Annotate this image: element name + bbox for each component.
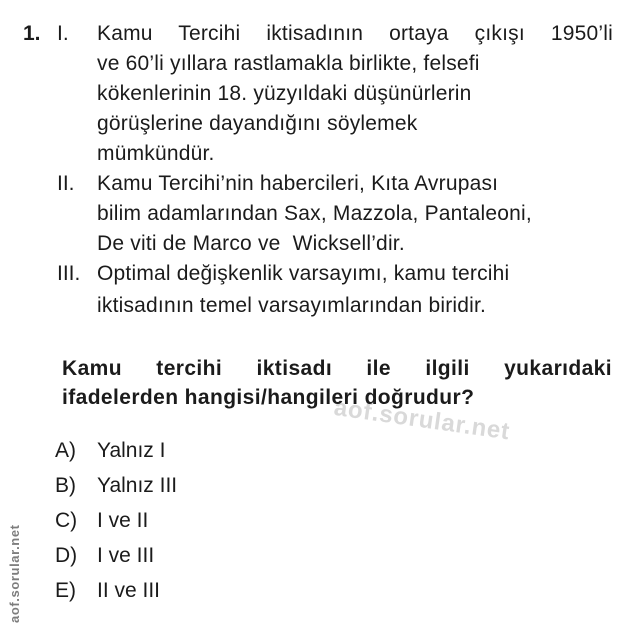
options-list [55,437,475,612]
statement-line: görüşlerine dayandığını söylemek [97,112,418,135]
statement-line: De viti de Marco ve Wicksell’dir. [97,232,405,255]
statement-line: bilim adamlarından Sax, Mazzola, Pantaleoni, [97,202,532,225]
statement-list [57,19,613,321]
option-letter: D) [55,544,78,567]
watermark-left-vertical: aof.sorular.net [7,524,22,623]
option-a [55,437,475,472]
statement-line: Kamu Tercihi iktisadının ortaya çıkışı 1950’li [97,22,613,45]
stem-line: ifadelerden hangisi/hangileri doğrudur? [62,386,475,409]
option-text: I ve II [97,509,149,532]
statement-line: ve 60’li yıllara rastlamakla birlikte, felsefi [97,52,480,75]
option-letter: C) [55,509,78,532]
statement-numeral: II. [57,172,75,195]
statement-line: kökenlerinin 18. yüzyıldaki düşünürlerin [97,82,472,105]
option-letter: A) [55,439,76,462]
statement-line: Kamu Tercihi’nin habercileri, Kıta Avrupası [97,172,499,195]
statement-item-2 [57,169,613,259]
option-e [55,577,475,612]
statement-item-1 [57,19,613,169]
stem-line: Kamu tercihi iktisadı ile ilgili yukarıdaki [62,357,612,380]
question-stem [62,354,612,412]
statement-line: Optimal değişkenlik varsayımı, kamu tercihi [97,262,510,285]
option-text: I ve III [97,544,155,567]
statement-line: mümkündür. [97,142,215,165]
statement-line: iktisadının temel varsayımlarından biridir. [97,294,487,317]
option-text: Yalnız III [97,474,178,497]
option-text: II ve III [97,579,161,602]
option-text: Yalnız I [97,439,166,462]
statement-numeral: III. [57,262,81,285]
option-b [55,472,475,507]
option-letter: E) [55,579,76,602]
option-c [55,507,475,542]
question-number: 1. [23,22,41,45]
statement-item-3 [57,259,613,321]
watermark-center: aof.sorular.net [332,394,512,446]
statement-numeral: I. [57,22,69,45]
option-letter: B) [55,474,76,497]
option-d [55,542,475,577]
